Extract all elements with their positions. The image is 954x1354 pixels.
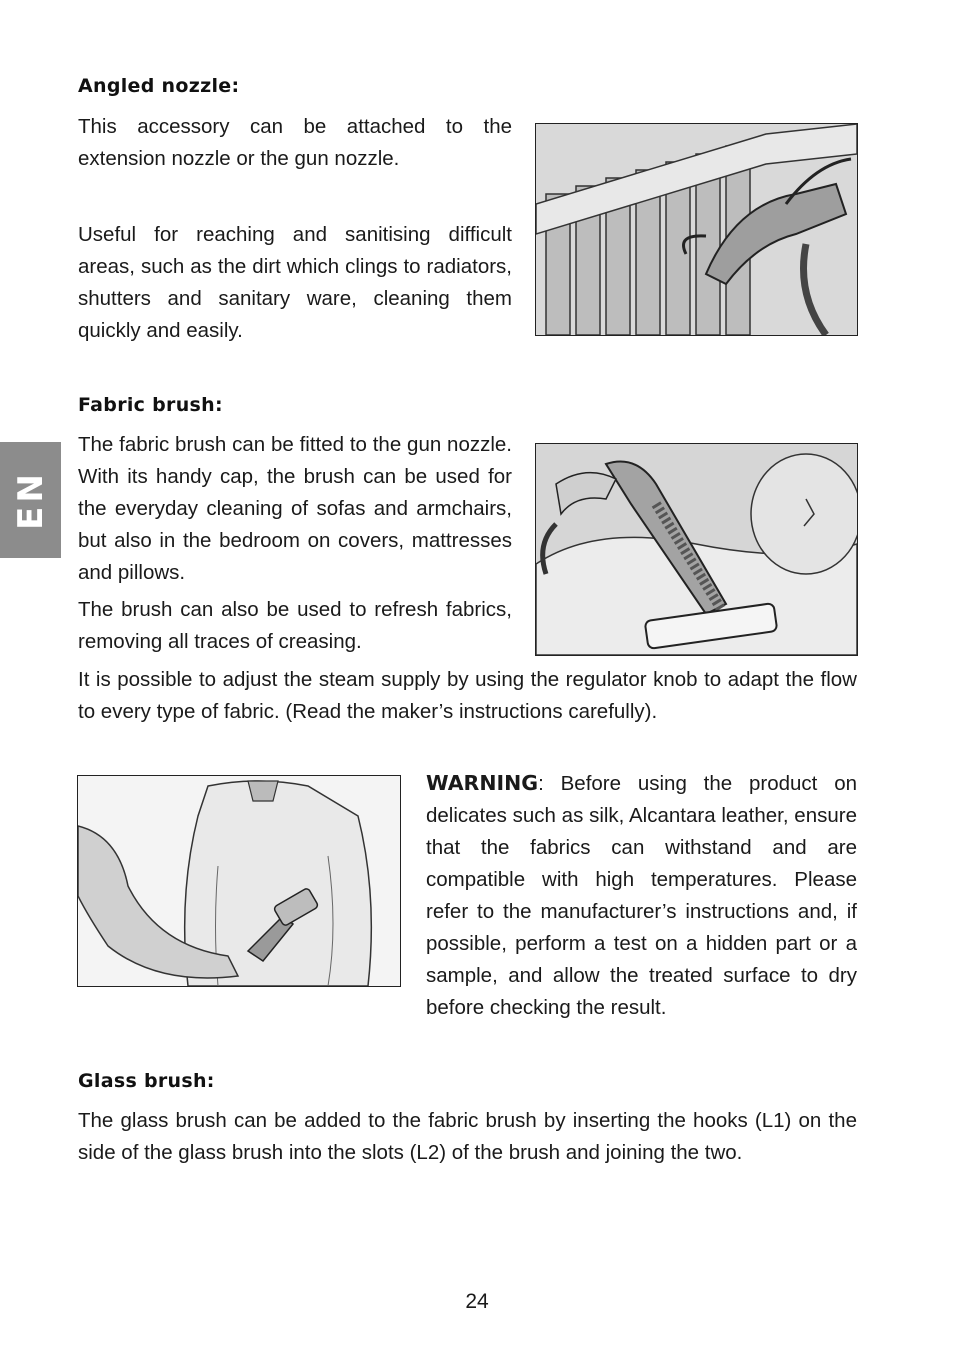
radiator-cleaning-illustration: [535, 123, 858, 336]
glass-brush-heading: Glass brush:: [78, 1070, 215, 1092]
fabric-brush-para-3: It is possible to adjust the steam supply by using the regulator knob to adapt the flow to every type of fabric. (Read the maker’s instructions carefully).: [78, 668, 857, 723]
language-tab: [0, 442, 61, 558]
fabric-brush-heading: Fabric brush:: [78, 394, 223, 416]
warning-label: WARNING: [426, 771, 539, 795]
angled-nozzle-heading: Angled nozzle:: [78, 75, 240, 97]
language-tab-label: EN: [10, 470, 51, 530]
angled-nozzle-para-1: This accessory can be attached to the extension nozzle or the gun nozzle.: [78, 115, 512, 170]
sofa-cleaning-illustration: [535, 443, 858, 656]
fabric-brush-para-1: The fabric brush can be fitted to the gun nozzle. With its handy cap, the brush can be used for the everyday cleaning of sofas and armchairs, but also in the bedroom on covers, mattresses and pillows.: [78, 433, 512, 584]
page-number: 24: [465, 1290, 489, 1313]
angled-nozzle-para-2: Useful for reaching and sanitising difficult areas, such as the dirt which clings to radiators, shutters and sanitary ware, cleaning them quickly and easily.: [78, 223, 512, 342]
garment-steaming-illustration: [77, 775, 401, 987]
warning-paragraph: [426, 767, 857, 1024]
glass-brush-para-1: The glass brush can be added to the fabric brush by inserting the hooks (L1) on the side of the glass brush into the slots (L2) of the brush and joining the two.: [78, 1109, 857, 1164]
warning-text: : Before using the product on delicates such as silk, Alcantara leather, ensure that the fabrics can withstand and are compatible with high temperatures. Please refer to the manufacturer’s instructions and, if possible, perform a test on a hidden part or a sample, and allow the treated surface to dry before checking the result.: [426, 772, 857, 1019]
fabric-brush-para-2: The brush can also be used to refresh fabrics, removing all traces of creasing.: [78, 598, 512, 653]
